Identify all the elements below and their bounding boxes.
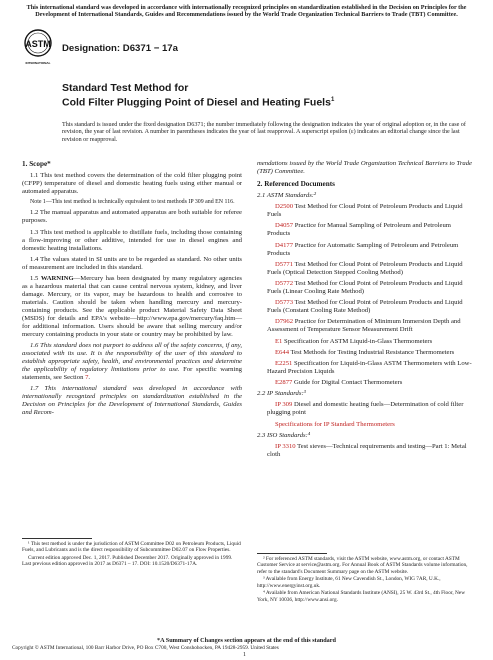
reference-title: Guide for Digital Contact Thermometers — [292, 379, 403, 387]
para-1-6 — [22, 342, 242, 382]
reference-title: Practice for Manual Sampling of Petroleum and Petroleum Products — [267, 222, 451, 238]
title-line-2: Cold Filter Plugging Point of Diesel and Heating Fuels — [62, 96, 331, 109]
reference-code-link[interactable]: D4177 — [275, 241, 294, 249]
para-1-7-continued: mendations issued by the World Trade Organization Technical Barriers to Trade (TBT) Committee. — [257, 160, 472, 175]
reference-code-link[interactable]: D2500 — [275, 203, 294, 211]
para-1-4: 1.4 The values stated in SI units are to be regarded as standard. No other units of measurement are included in this standard. — [22, 255, 242, 271]
ip-standards-subheading: 2.2 IP Standards:³ — [257, 390, 306, 398]
reference-item — [257, 222, 472, 238]
reference-title: Test Method for Cloud Point of Petroleum Products and Liquid Fuels — [267, 203, 463, 219]
reference-item — [257, 443, 472, 459]
reference-title: Test Method for Cloud Point of Petroleum Products and Liquid Fuels (Linear Cooling Rate Method) — [267, 279, 463, 295]
reference-code-link[interactable]: E2251 — [275, 359, 293, 367]
reference-item — [257, 338, 472, 346]
reference-item — [257, 299, 472, 315]
reference-item — [257, 280, 472, 296]
reference-code-link[interactable]: IP 3310 — [275, 443, 296, 450]
left-column — [22, 160, 242, 421]
svg-text:ASTM: ASTM — [25, 39, 51, 49]
reference-code-link[interactable]: E1 — [275, 337, 283, 345]
svg-text:INTERNATIONAL: INTERNATIONAL — [25, 61, 51, 65]
right-column — [257, 160, 472, 462]
intro-paragraph: This standard is issued under the fixed designation D6371; the number immediately following the designation indicates the year of original adoption or, in the case of revision, the year of last revision. A number in parentheses indicates the year of last reapproval. A superscript epsilon (ε) indicates an editorial change since the last revision or reapproval. — [62, 122, 466, 143]
astm-standards-subheading: 2.1 ASTM Standards:² — [257, 192, 316, 199]
reference-item — [257, 203, 472, 219]
reference-code-link[interactable]: D5771 — [275, 260, 294, 268]
referenced-documents-heading: 2. Referenced Documents — [257, 180, 335, 188]
reference-title: Test Method for Cloud Point of Petroleum Products and Liquid Fuels (Optical Detection Stepped Cooling Method) — [267, 260, 463, 276]
section-7-link[interactable]: 7 — [85, 374, 89, 382]
reference-code-link[interactable]: D4057 — [275, 222, 294, 230]
para-1-5-text: —Mercury has been designated by many regulatory agencies as a hazardous material that can cause central nervous system, kidney, and liver damage. Mercury, or its vapor, may be hazardous to health and corrosive to materials. Caution should be taken when handling mercury and mercury-containing products. See the applicable product Material Safety Data Sheet (MSDS) for details and EPA's website—http://www.epa.gov/mercury/faq.htm—for additional information. Users should be aware that selling mercury and/or mercury containing products in your state or country may be prohibited by law. — [22, 274, 243, 338]
reference-item — [257, 261, 472, 277]
iso-standards-subheading: 2.3 ISO Standards:⁴ — [257, 431, 311, 439]
reference-item — [257, 360, 472, 376]
para-1-2: 1.2 The manual apparatus and automated apparatus are both suitable for referee purposes. — [22, 209, 242, 225]
reference-title: Diesel and domestic heating fuels—Determination of cold filter plugging point — [267, 401, 464, 417]
reference-title[interactable]: Specifications for IP Standard Thermometers — [275, 420, 395, 428]
para-1-6-text: For specific warning statements, see Section — [22, 366, 242, 382]
reference-title: Test sieves—Technical requirements and testing—Part 1: Metal cloth — [267, 443, 467, 458]
reference-code-link[interactable]: D5772 — [275, 279, 294, 287]
page-number: 1 — [243, 652, 246, 658]
reference-code-link[interactable]: D7962 — [275, 318, 294, 326]
reference-code-link[interactable]: D5773 — [275, 299, 294, 307]
title-line-2-wrap — [62, 94, 472, 109]
astm-references-list — [257, 203, 472, 387]
footnote-1: ¹ This test method is under the jurisdiction of ASTM Committee D02 on Petroleum Products, Liquid Fuels, and Lubricants and is the direct responsibility of Subcommittee D02.07 on Flow Properties. — [22, 541, 241, 554]
reference-item — [257, 242, 472, 258]
reference-title: Test Method for Cloud Point of Petroleum Products and Liquid Fuels (Constant Cooling Rate Method) — [267, 299, 463, 315]
footnote-4: ⁴ Available from American National Standards Institute (ANSI), 25 W. 43rd St., 4th Floor, New York, NY 10036, http://www.ansi.org. — [257, 590, 466, 603]
reference-code-link[interactable]: E2877 — [275, 379, 293, 387]
left-footnotes — [22, 541, 242, 569]
footnote-rule-left — [22, 538, 92, 539]
reference-code-link[interactable]: IP 309 — [275, 401, 293, 409]
title-line-1: Standard Test Method for — [62, 82, 189, 94]
reference-title: Specification for Liquid-in-Glass ASTM Thermometers with Low-Hazard Precision Liquids — [267, 359, 472, 375]
copyright-line: Copyright © ASTM International, 100 Barr Harbor Drive, PO Box C700, West Conshohocken, PA 19428-2959. United States — [12, 645, 279, 651]
reference-title: Specification for ASTM Liquid-in-Glass Thermometers — [282, 337, 433, 345]
iso-references-list — [257, 443, 472, 459]
para-1-5-num: 1.5 — [30, 274, 41, 282]
para-1-6-italic: 1.6 This standard does not purport to address all of the safety concerns, if any, associated with its use. It is the responsibility of the user of this standard to establish appropriate safety, health, and environmental practices and determine the applicability of regulatory limitations prior to use. — [22, 342, 242, 374]
warning-label: WARNING — [40, 274, 74, 282]
footnote-rule-right — [257, 553, 327, 554]
reference-title: Test Methods for Testing Industrial Resistance Thermometers — [289, 348, 455, 356]
para-1-7: 1.7 This international standard was developed in accordance with internationally recognized principles on standardization established in the Decision on Principles for the Development of International Standards, Guides and Recom- — [22, 385, 242, 417]
reference-item — [257, 318, 472, 334]
reference-code-link[interactable]: E644 — [275, 348, 290, 356]
reference-title: Practice for Determination of Minimum Immersion Depth and Assessment of Temperature Sensor Measurement Drift — [267, 318, 461, 334]
para-1-6-end: . — [88, 374, 91, 382]
reference-item — [257, 349, 472, 357]
summary-of-changes-note: *A Summary of Changes section appears at the end of this standard — [157, 637, 336, 644]
para-1-5 — [22, 275, 242, 339]
reference-title: Practice for Automatic Sampling of Petroleum and Petroleum Products — [267, 241, 459, 257]
document-title — [62, 82, 472, 109]
reference-item — [257, 401, 472, 417]
para-1-3: 1.3 This test method is applicable to distillate fuels, including those containing a flow-improving or other additive, intended for use in diesel engines and domestic heating installations. — [22, 228, 242, 252]
scope-heading: 1. Scope* — [22, 160, 51, 168]
footnote-2: ² For referenced ASTM standards, visit the ASTM website, www.astm.org, or contact ASTM Customer Service at service@astm.org. For Annual Book of ASTM Standards volume information, refer to the standard's Document Summary page on the ASTM website. — [257, 556, 468, 575]
reference-item — [257, 421, 472, 429]
title-superscript: 1 — [330, 97, 335, 103]
astm-logo — [23, 28, 53, 72]
footnote-3: ³ Available from Energy Institute, 61 New Cavendish St., London, WIG 7AR, U.K., http://www.energyinst.org.uk. — [257, 576, 441, 589]
designation: Designation: D6371 − 17a — [62, 43, 178, 54]
footnote-1-edition: Current edition approved Dec. 1, 2017. Published December 2017. Originally approved in 1999. Last previous edition approved in 2017 as D6371 – 17. DOI: 10.1520/D6371-17A. — [22, 555, 233, 568]
note-1: Note 1—This test method is technically equivalent to test methods IP 309 and EN 116. — [30, 199, 235, 206]
reference-item — [257, 379, 472, 387]
ip-references-list — [257, 401, 472, 428]
para-1-1: 1.1 This test method covers the determination of the cold filter plugging point (CFPP) temperature of diesel and domestic heating fuels using either manual or automated apparatus. — [22, 172, 242, 195]
top-notice: This international standard was developed in accordance with internationally recognized principles on standardization established in the Decision on Principles for the Development of International Standards, Guides and Recommendations issued by the World Trade Organization Technical Barriers to Trade (TBT) Committee. — [26, 4, 467, 18]
right-footnotes — [257, 556, 472, 605]
